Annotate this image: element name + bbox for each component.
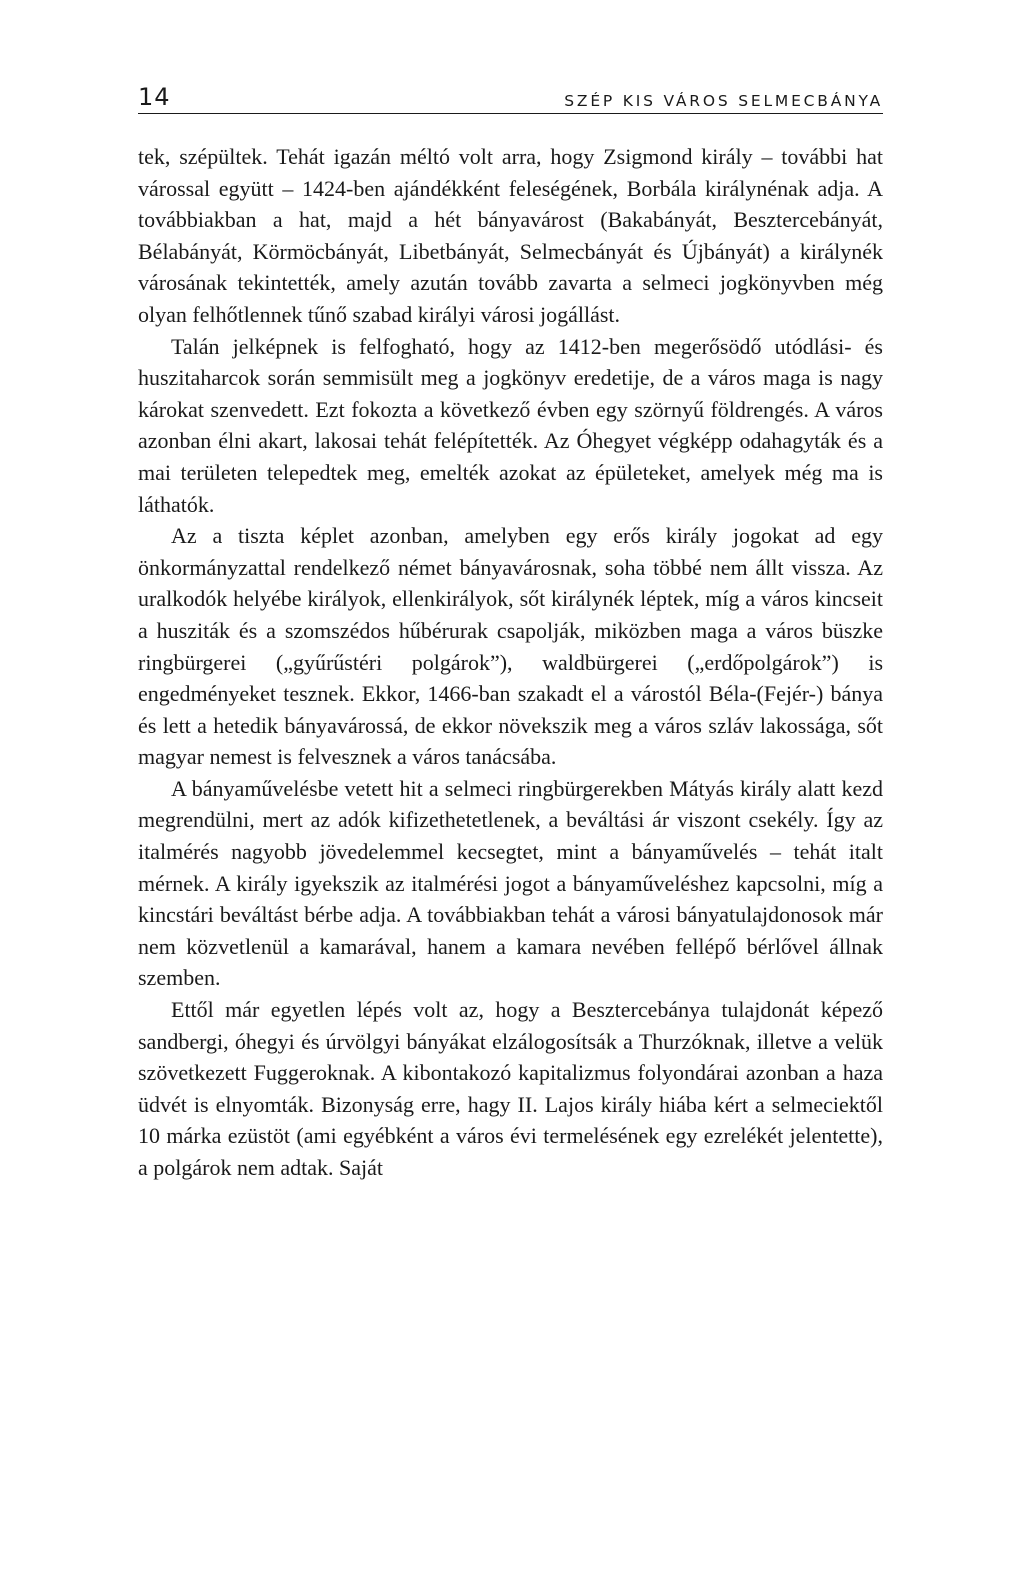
paragraph: Az a tiszta képlet azonban, amelyben egy erős király jogokat ad egy önkormányzattal rendelkező német bányavárosnak, soha többé nem állt vissza. Az uralkodók helyébe királyok, ellenkirályok, sőt királynék léptek, míg a város kincseit a husziták és a szomszédos hűbérurak csapolják, miközben maga a város büszke ringbürgerei („gyűrűstéri polgárok”), waldbürgerei („erdőpolgárok”) is engedményeket tesznek. Ekkor, 1466-ban szakadt el a várostól Béla-(Fejér-) bánya és lett a hetedik bányavárossá, de ekkor növekszik meg a város szláv lakossága, sőt magyar nemest is felvesznek a város tanácsába.	[138, 523, 883, 770]
body-text	[138, 141, 883, 1184]
running-head	[138, 80, 883, 114]
paragraph: A bányaművelésbe vetett hit a selmeci ringbürgerekben Mátyás király alatt kezd megrendülni, mert az adók kifizethetetlenek, a beváltási ár viszont csekély. Így az italmérés nagyobb jövedelemmel kecsegtet, mint a bányaművelés – tehát italt mérnek. A király igyekszik az italmérési jogot a bányaműveléshez kapcsolni, míg a kincstári beváltást bérbe adja. A továbbiakban tehát a városi bányatulajdonosok már nem közvetlenül a kamarával, hanem a kamara nevében fellépő bérlővel állnak szemben.	[138, 775, 883, 991]
paragraph: Ettől már egyetlen lépés volt az, hogy a Besztercebánya tulajdonát képező sandbergi, óhegyi és úrvölgyi bányákat elzálogosítsák a Thurzóknak, illetve a velük szövetkezett Fuggeroknak. A kibontakozó kapitalizmus folyondárai azonban a haza üdvét is elnyomták. Bizonyság erre, hagy II. Lajos király hiába kért a selmeciektől 10 márka ezüstöt (ami egyébként a város évi termelésének egy ezrelékét jelentette), a polgárok nem adtak. Saját	[138, 997, 883, 1180]
page-number: 14	[138, 83, 171, 111]
running-title: SZÉP KIS VÁROS SELMECBÁNYA	[564, 91, 883, 110]
paragraph: Talán jelképnek is felfogható, hogy az 1412-ben megerősödő utódlási- és huszitaharcok során semmisült meg a jogkönyv eredetije, de a város maga is nagy károkat szenvedett. Ezt fokozta a következő évben egy szörnyű földrengés. A város azonban élni akart, lakosai tehát felépítették. Az Óhegyet végképp odahagyták és a mai területen telepedtek meg, emelték azokat az épületeket, amelyek még ma is láthatók.	[138, 333, 883, 517]
paragraph-continued: tek, szépültek. Tehát igazán méltó volt arra, hogy Zsigmond király – további hat várossal együtt – 1424-ben ajándékként feleségének, Borbála királynénak adja. A továbbiakban a hat, majd a hét bányavárost (Bakabányát, Besztercebányát, Bélabányát, Körmöcbányát, Libetbányát, Selmecbányát és Újbányát) a királynék városának tekintették, amely azután tovább zavarta a selmeci jogkönyvben még olyan felhőtlennek tűnő szabad királyi városi jogállást.	[138, 144, 883, 327]
